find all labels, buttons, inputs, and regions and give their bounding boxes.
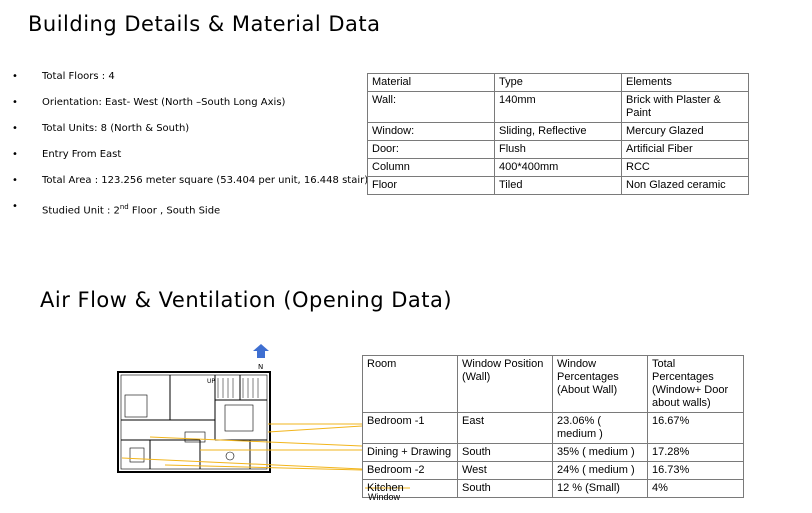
table-row bbox=[363, 462, 744, 480]
table-cell: 12 % (Small) bbox=[553, 480, 648, 498]
floor-plan bbox=[118, 372, 270, 472]
table-cell: South bbox=[458, 444, 553, 462]
fact-total-floors: • Total Floors : 4 bbox=[12, 70, 368, 96]
fact-orientation: • Orientation: East- West (North –South Long Axis) bbox=[12, 96, 368, 122]
table-cell: Floor bbox=[368, 177, 495, 195]
room-ventilation-table bbox=[362, 355, 744, 498]
table-cell: RCC bbox=[622, 159, 749, 177]
table-cell: South bbox=[458, 480, 553, 498]
table-cell: Brick with Plaster & Paint bbox=[622, 92, 749, 123]
table-cell: 23.06% ( medium ) bbox=[553, 413, 648, 444]
building-details-title: Building Details & Material Data bbox=[28, 12, 381, 36]
studied-unit-sup: nd bbox=[119, 203, 129, 211]
table-cell: Tiled bbox=[495, 177, 622, 195]
header-cell: Total Percentages (Window+ Door about walls) bbox=[648, 356, 744, 413]
table-cell: Non Glazed ceramic bbox=[622, 177, 749, 195]
table-cell: 4% bbox=[648, 480, 744, 498]
table-cell: 16.67% bbox=[648, 413, 744, 444]
header-cell: Window Position (Wall) bbox=[458, 356, 553, 413]
table-cell: West bbox=[458, 462, 553, 480]
header-cell: Type bbox=[495, 74, 622, 92]
header-cell: Room bbox=[363, 356, 458, 413]
studied-unit-suffix: Floor , South Side bbox=[128, 205, 221, 217]
table-cell: 16.73% bbox=[648, 462, 744, 480]
table-cell: Bedroom -2 bbox=[363, 462, 458, 480]
airflow-title: Air Flow & Ventilation (Opening Data) bbox=[40, 288, 453, 312]
table-cell: Mercury Glazed bbox=[622, 123, 749, 141]
table-cell: 24% ( medium ) bbox=[553, 462, 648, 480]
table-cell: East bbox=[458, 413, 553, 444]
table-cell: Dining + Drawing bbox=[363, 444, 458, 462]
table-row bbox=[363, 480, 744, 498]
header-cell: Elements bbox=[622, 74, 749, 92]
table-row bbox=[363, 413, 744, 444]
fact-entry: • Entry From East bbox=[12, 148, 368, 174]
table-cell: Kitchen bbox=[363, 480, 458, 498]
table-cell: Bedroom -1 bbox=[363, 413, 458, 444]
table-cell: 17.28% bbox=[648, 444, 744, 462]
header-cell: Window Percentages (About Wall) bbox=[553, 356, 648, 413]
window-label: Window bbox=[368, 492, 401, 502]
fact-total-area: • Total Area : 123.256 meter square (53.404 per unit, 16.448 stair) bbox=[12, 174, 368, 200]
north-label: N bbox=[258, 363, 264, 371]
table-cell: Flush bbox=[495, 141, 622, 159]
table-header-row bbox=[363, 356, 744, 413]
table-cell: Sliding, Reflective bbox=[495, 123, 622, 141]
up-label: UP bbox=[207, 378, 216, 385]
studied-unit-prefix: Studied Unit : 2 bbox=[42, 205, 120, 217]
table-cell: Column bbox=[368, 159, 495, 177]
table-cell: Artificial Fiber bbox=[622, 141, 749, 159]
table-cell: 400*400mm bbox=[495, 159, 622, 177]
table-cell: Wall: bbox=[368, 92, 495, 123]
fact-total-units: • Total Units: 8 (North & South) bbox=[12, 122, 368, 148]
north-arrow-icon bbox=[253, 344, 269, 358]
table-cell: Window: bbox=[368, 123, 495, 141]
table-cell: Door: bbox=[368, 141, 495, 159]
table-cell: 140mm bbox=[495, 92, 622, 123]
table-cell: 35% ( medium ) bbox=[553, 444, 648, 462]
header-cell: Material bbox=[368, 74, 495, 92]
table-row bbox=[363, 444, 744, 462]
